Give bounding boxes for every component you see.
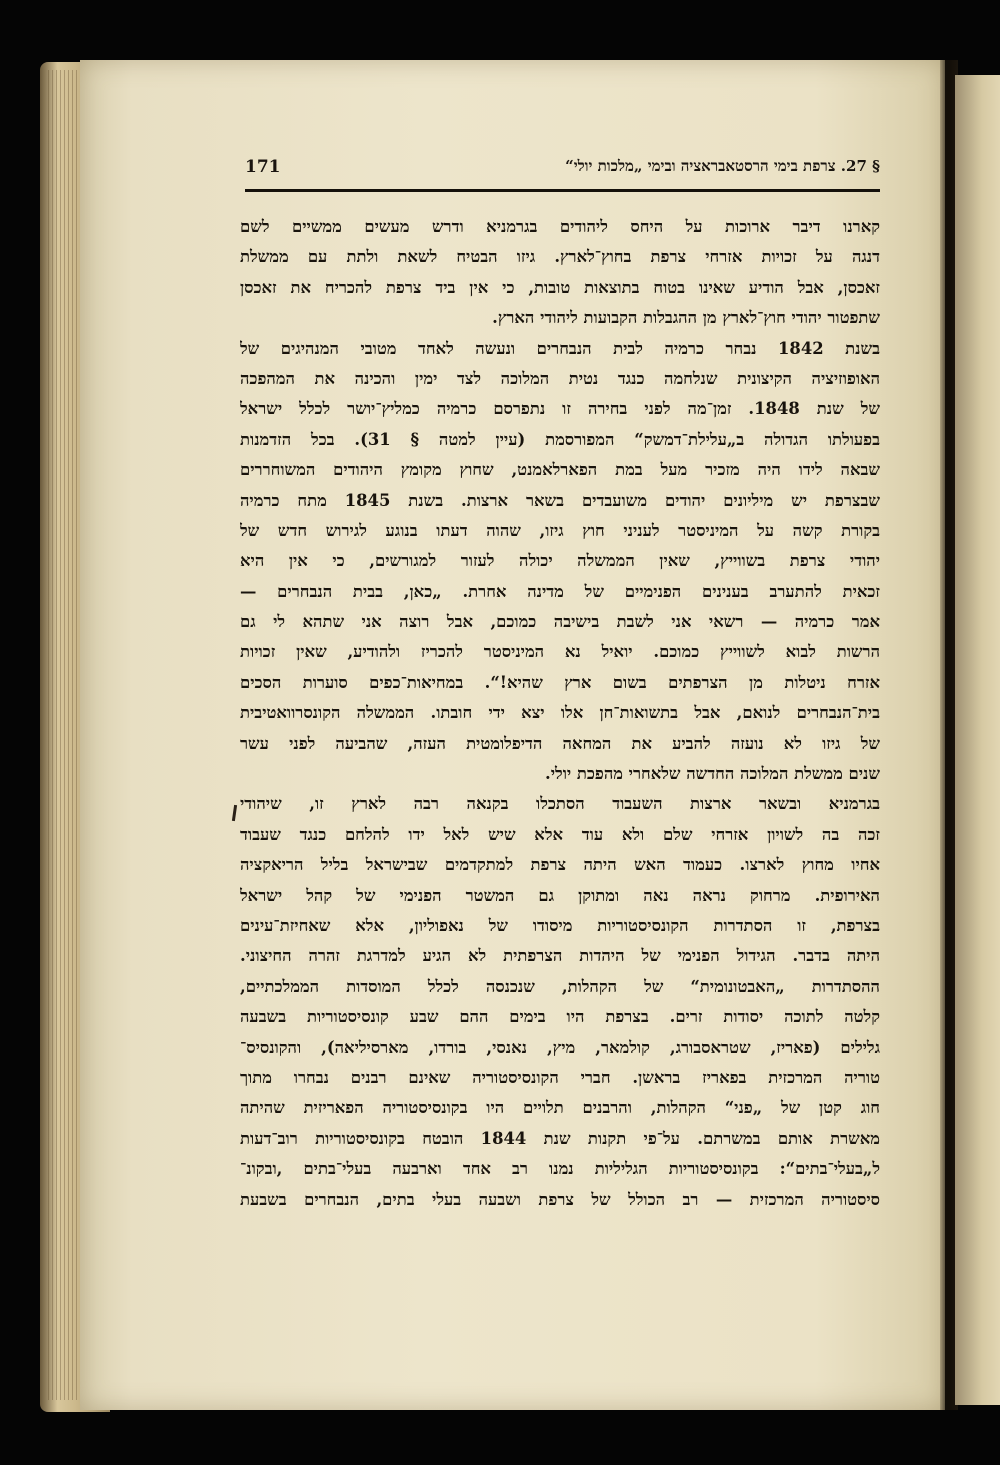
text-line: שנים ממשלת המלוכה החדשה שלאחרי מהפכת יולי. bbox=[545, 764, 880, 784]
text-line: שבאה לידו היה מזכיר מעל במת הפארלאמנט, שחוץ מקומץ היהודים המשוחררים bbox=[240, 460, 880, 480]
text-line: אזרח ניטלות מן הצרפתים בשום ארץ שהיא!“. במחיאות־כפים סוערות הסכים bbox=[240, 672, 880, 692]
text-line: האירופית. מרחוק נראה נאה ומתוקן גם המשטר הפנימי של קהל ישראל bbox=[240, 885, 880, 905]
text-line: בקורת קשה על המיניסטר לעניני חוץ גיזו, שהוה דעתו בנוגע לגירוש חדש של bbox=[240, 520, 880, 540]
text-line: גלילים (פאריז, שטראסבורג, קולמאר, מיץ, נאנסי, בורדו, מארסיליאה), והקונסיס־ bbox=[240, 1037, 880, 1057]
text-line: שבצרפת יש מיליונים יהודים משועבדים בשאר ארצות. בשנת 1845 מתח כרמיה bbox=[240, 490, 880, 510]
page-number: 171 bbox=[245, 157, 281, 177]
text-line: ל„בעלי־בתים“: בקונסיסטוריות הגליליות נמנו רב אחד וארבעה בעלי־בתים ,ובקונ־ bbox=[240, 1159, 880, 1179]
text-line: טוריה המרכזית בפאריז בראשן. חברי הקונסיסטוריה שאינם רבנים נבחרו מתוך bbox=[240, 1067, 880, 1087]
text-line: מאשרת אותם במשרתם. על־פי תקנות שנת 1844 הובטח בקונסיסטוריות רוב־דעות bbox=[240, 1128, 880, 1148]
running-head: § 27. צרפת בימי הרסטאבראציה ובימי „מלכות יולי“ bbox=[565, 157, 880, 175]
text-line: בשנת 1842 נבחר כרמיה לבית הנבחרים ונעשה לאחד מטובי המנהיגים של bbox=[240, 338, 880, 358]
body-text bbox=[240, 212, 880, 1215]
text-line: קארנו דיבר ארוכות על היחס ליהודים בגרמניא ודרש מעשים ממשיים לשם bbox=[240, 217, 880, 236]
text-line: בית־הנבחרים לנואם, אבל בתשואות־חן אלו יצא ידי חובתו. הממשלה הקונסרוואטיבית bbox=[240, 703, 880, 723]
text-line: היתה בדבר. הגידול הפנימי של היהדות הצרפתית לא הגיע למדרגת זהרה החיצוני. bbox=[240, 946, 880, 966]
text-line: אחיו מחוץ לארצו. כעמוד האש היתה צרפת למתקדמים שבישראל בליל הריאקציה bbox=[240, 855, 880, 875]
text-line: קלטה לתוכה יסודות זרים. בצרפת היו בימים ההם שבע קונסיסטוריות בשבעה bbox=[240, 1007, 880, 1027]
text-line: בצרפת, זו הסתדרות הקונסיסטוריות מיסודו של נאפוליון, אלא שאחיזת־עינים bbox=[240, 915, 880, 935]
text-line: סיסטוריה המרכזית — רב הכולל של צרפת ושבעה בעלי בתים, הנבחרים בשבעת bbox=[240, 1189, 880, 1209]
text-line: בגרמניא ובשאר ארצות השעבוד הסתכלו בקנאה רבה לארץ זו, שיהודי bbox=[240, 794, 880, 814]
text-line: הרשות לבוא לשווייץ כמוכם. יואיל נא המיניסטר להכריז ולהודיע, שאין זכויות bbox=[240, 642, 880, 662]
text-line: יהודי צרפת בשווייץ, שאין הממשלה יכולה לעזור למגורשים, כי אין היא bbox=[240, 551, 880, 571]
text-line: זכה בה לשויון אזרחי שלם ולא עוד אלא שיש לאל ידו להלחם כנגד שעבוד bbox=[240, 824, 880, 844]
text-line: של שנת 1848. זמן־מה לפני בחירה זו נתפרסם כרמיה כמליץ־יושר לכלל ישראל bbox=[240, 399, 880, 419]
text-line: ההסתדרות „האבטונומית“ של הקהלות, שנכנסה לכלל המוסדות הממלכתיים, bbox=[240, 976, 880, 996]
facing-page-edge bbox=[955, 75, 1000, 1405]
text-line: בפעולתו הגדולה ב„עלילת־דמשק“ המפורסמת (עיין למטה § 31). בכל הזדמנות bbox=[240, 429, 880, 449]
text-line: של גיזו לא נועזה להביע את המחאה הדיפלומטית העזה, שהביעה לפני עשר bbox=[240, 733, 880, 753]
text-line: חוג קטן של „פני“ הקהלות, והרבנים תלויים היו בקונסיסטוריה הפאריזית שהיתה bbox=[240, 1098, 880, 1118]
text-line: האופוזיציה הקיצונית שנלחמה כנגד נטית המלוכה לצד ימין והכינה את המהפכה bbox=[240, 368, 880, 388]
text-line: דנגה על זכויות אזרחי צרפת בחוץ־לארץ. גיזו הבטיח לשאת ולתת עם ממשלת bbox=[240, 247, 880, 267]
text-line: אמר כרמיה — רשאי אני לשבת בישיבה כמוכם, אבל רוצה אני שתהא לי גם bbox=[240, 612, 880, 632]
text-line: זאכסן, אבל הודיע שאינו בטוח בתוצאות טובות, כי אין ביד צרפת להכריח את זאכסן bbox=[240, 277, 880, 297]
text-line: זכאית להתערב בענינים הפנימיים של מדינה אחרת. „כאן, בבית הנבחרים — bbox=[240, 581, 880, 601]
page-header bbox=[245, 155, 880, 187]
header-rule bbox=[245, 189, 880, 192]
text-line: שתפטור יהודי חוץ־לארץ מן ההגבלות הקבועות ליהודי הארץ. bbox=[492, 308, 880, 328]
